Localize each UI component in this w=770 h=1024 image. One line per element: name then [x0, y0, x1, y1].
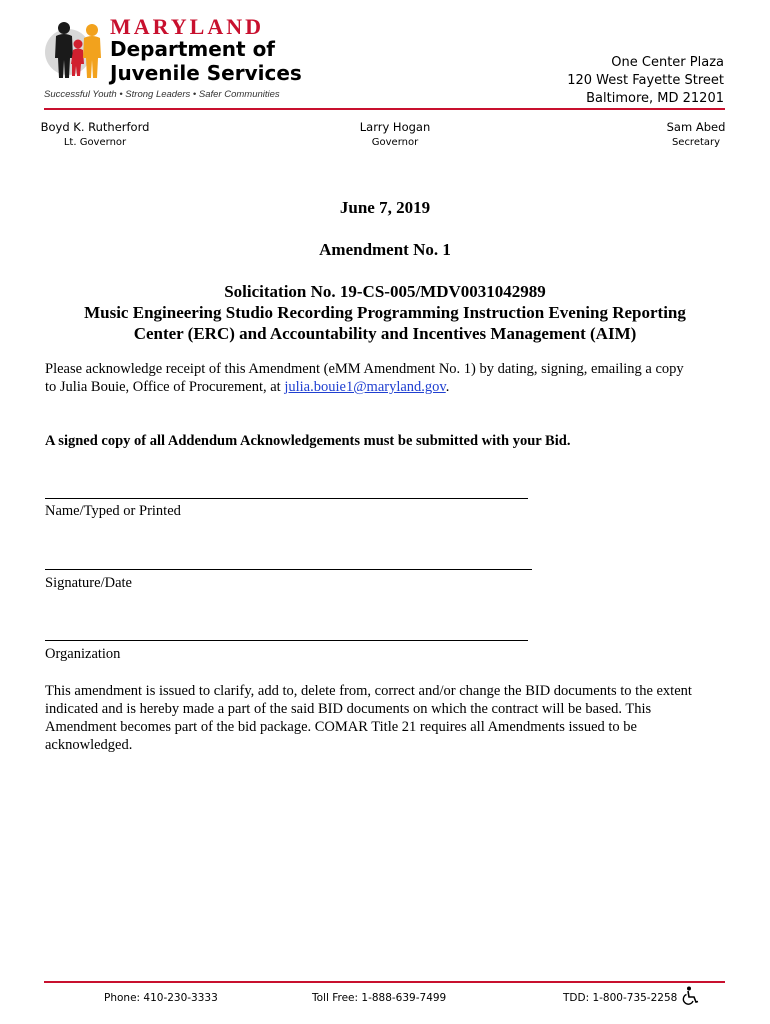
official-lt-governor — [30, 120, 160, 150]
signature-field-line[interactable] — [45, 569, 532, 570]
document-date: June 7, 2019 — [339, 198, 431, 217]
closing-line-3: Amendment becomes part of the bid package. COMAR Title 21 requires all Amendments issued to be — [45, 719, 637, 735]
official-title: Lt. Governor — [63, 137, 127, 148]
ack-line-2 — [45, 378, 725, 396]
official-title: Secretary — [671, 137, 721, 148]
closing-line-1: This amendment is issued to clarify, add to, delete from, correct and/or change the BID documents to the extent — [45, 683, 692, 699]
footer-divider — [44, 981, 725, 983]
address-block — [567, 54, 724, 108]
amendment-number: Amendment No. 1 — [319, 240, 451, 259]
official-governor — [330, 120, 460, 150]
footer-phone: Phone: 410-230-3333 — [104, 992, 218, 1004]
address-line-2: 120 West Fayette Street — [567, 73, 724, 88]
tagline: Successful Youth • Strong Leaders • Safer Communities — [44, 89, 280, 100]
official-name: Boyd K. Rutherford — [40, 120, 150, 134]
closing-line-4: acknowledged. — [45, 737, 133, 753]
official-secretary — [630, 120, 762, 150]
signature-field-label: Signature/Date — [45, 575, 132, 591]
closing-paragraph — [45, 682, 725, 754]
closing-line-2: indicated and is hereby made a part of the said BID documents on which the contract will be based. This — [45, 701, 652, 717]
ack-line-2-text: to Julia Bouie, Office of Procurement, at — [45, 379, 281, 395]
organization-field-label: Organization — [45, 646, 121, 662]
header-divider — [44, 108, 725, 110]
department-line-2: Juvenile Services — [110, 61, 302, 85]
address-line-1: One Center Plaza — [611, 55, 724, 70]
state-name: MARYLAND — [110, 14, 264, 39]
footer-toll-free: Toll Free: 1-888-639-7499 — [312, 992, 447, 1004]
official-name: Sam Abed — [666, 120, 726, 134]
ack-period: . — [445, 379, 450, 395]
email-link[interactable]: julia.bouie1@maryland.gov — [284, 379, 446, 395]
name-field-label: Name/Typed or Printed — [45, 503, 181, 519]
department-line-1: Department of — [110, 37, 276, 61]
solicitation-number: Solicitation No. 19-CS-005/MDV0031042989 — [224, 282, 546, 301]
acknowledgement-paragraph — [45, 360, 725, 396]
official-name: Larry Hogan — [359, 120, 431, 134]
dept-logo — [44, 14, 108, 86]
solicitation-desc-1: Music Engineering Studio Recording Programming Instruction Evening Reporting — [84, 303, 686, 322]
official-title: Governor — [371, 137, 419, 148]
department-name — [110, 37, 302, 85]
name-field-line[interactable] — [45, 498, 528, 499]
ack-line-1: Please acknowledge receipt of this Amendment (eMM Amendment No. 1) by dating, signing, emailing a copy — [45, 361, 684, 377]
address-line-3: Baltimore, MD 21201 — [586, 91, 724, 106]
solicitation-title — [40, 281, 730, 344]
footer-tdd: TDD: 1-800-735-2258 — [563, 992, 678, 1004]
organization-field-line[interactable] — [45, 640, 528, 641]
solicitation-desc-2: Center (ERC) and Accountability and Incentives Management (AIM) — [133, 324, 637, 343]
wheelchair-icon — [682, 986, 700, 1006]
signed-copy-notice: A signed copy of all Addendum Acknowledgements must be submitted with your Bid. — [45, 433, 571, 449]
